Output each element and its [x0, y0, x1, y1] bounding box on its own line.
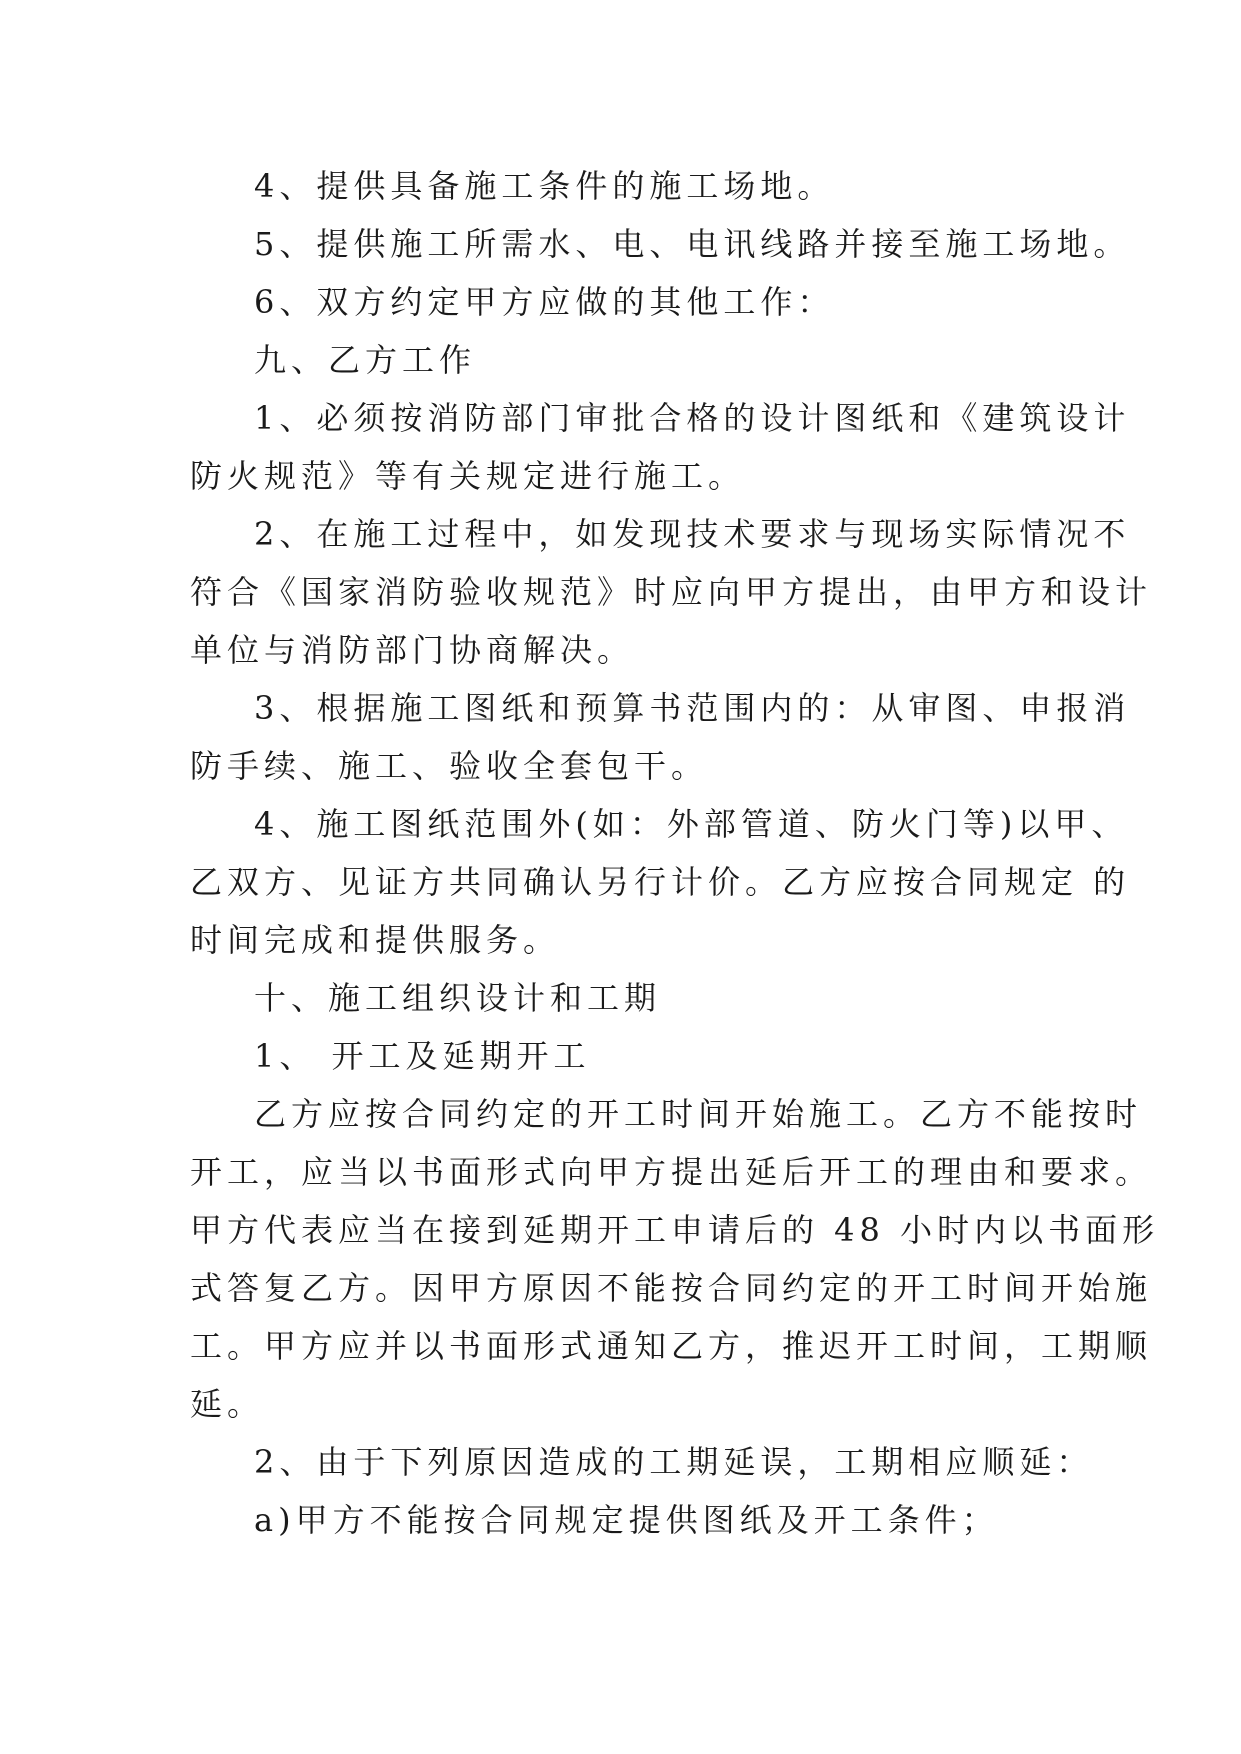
clause-line: 防手续、施工、验收全套包干。	[190, 747, 709, 785]
clause-line: 6、双方约定甲方应做的其他工作：	[254, 283, 835, 321]
clause-line: 延。	[190, 1385, 265, 1423]
clause-line: 4、施工图纸范围外(如：外部管道、防火门等)以甲、	[254, 805, 1129, 843]
sub-heading: 1、 开工及延期开工	[254, 1037, 591, 1075]
clause-line: 时间完成和提供服务。	[190, 921, 561, 959]
clause-line: 式答复乙方。因甲方原因不能按合同约定的开工时间开始施	[190, 1269, 1153, 1307]
section-heading: 十、施工组织设计和工期	[254, 979, 662, 1017]
clause-line: 2、由于下列原因造成的工期延误，工期相应顺延：	[254, 1443, 1094, 1481]
clause-line: 3、根据施工图纸和预算书范围内的：从审图、申报消	[254, 689, 1131, 727]
clause-line: 5、提供施工所需水、电、电讯线路并接至施工场地。	[254, 225, 1131, 263]
clause-line: 工。甲方应并以书面形式通知乙方，推迟开工时间，工期顺	[190, 1327, 1153, 1365]
clause-line: 2、在施工过程中，如发现技术要求与现场实际情况不	[254, 515, 1131, 553]
clause-line: 符合《国家消防验收规范》时应向甲方提出，由甲方和设计	[190, 573, 1153, 611]
clause-line: 甲方代表应当在接到延期开工申请后的 48 小时内以书面形	[190, 1211, 1160, 1249]
clause-line: a)甲方不能按合同规定提供图纸及开工条件；	[254, 1501, 999, 1539]
clause-line: 乙方应按合同约定的开工时间开始施工。乙方不能按时	[254, 1095, 1143, 1133]
clause-line: 开工，应当以书面形式向甲方提出延后开工的理由和要求。	[190, 1153, 1153, 1191]
clause-line: 乙双方、见证方共同确认另行计价。乙方应按合同规定 的	[190, 863, 1131, 901]
clause-line: 1、必须按消防部门审批合格的设计图纸和《建筑设计	[254, 399, 1131, 437]
clause-line: 单位与消防部门协商解决。	[190, 631, 635, 669]
section-heading: 九、乙方工作	[254, 341, 477, 379]
clause-line: 防火规范》等有关规定进行施工。	[190, 457, 746, 495]
clause-line: 4、提供具备施工条件的施工场地。	[254, 167, 835, 205]
